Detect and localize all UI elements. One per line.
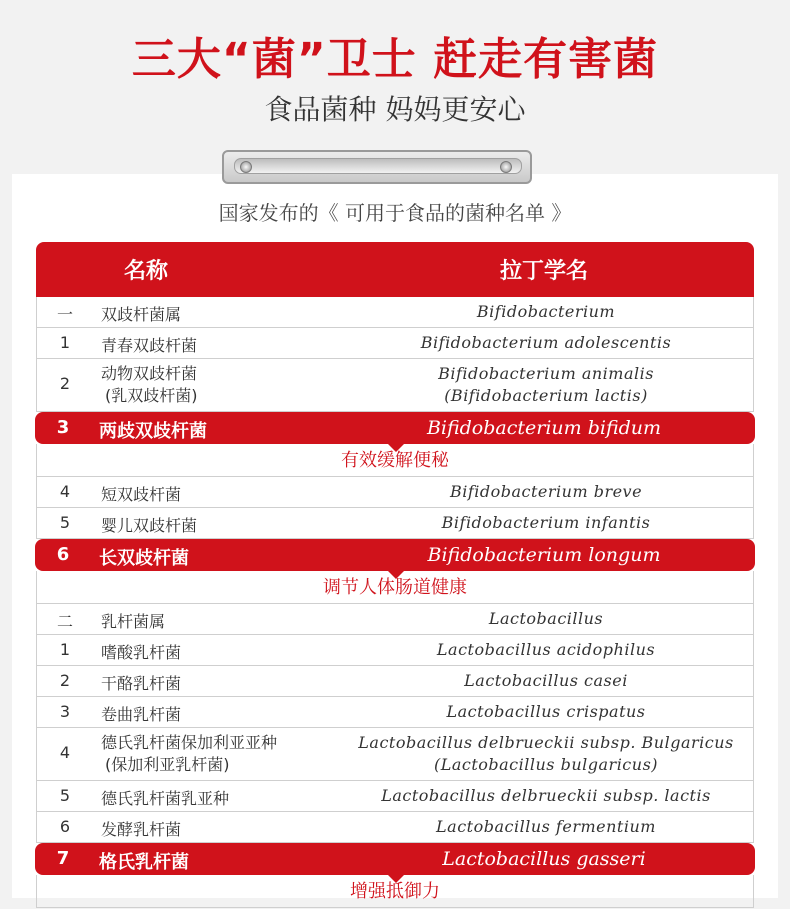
col-header-latin: 拉丁学名	[500, 259, 589, 284]
highlight-row	[35, 412, 755, 444]
chinese-alias: (乳双歧杆菌)	[105, 386, 198, 405]
latin-name: Lactobacillus delbrueckii subsp. lactis	[381, 786, 711, 805]
table-row	[36, 728, 754, 781]
row-number: 3	[59, 702, 71, 721]
clip-inner	[234, 158, 522, 174]
chinese-name: 动物双歧杆菌	[101, 364, 198, 383]
latin-alias: (Bifidobacterium lactis)	[444, 386, 648, 405]
benefit-note: 调节人体肠道健康	[36, 571, 754, 604]
latin-name: Lactobacillus gasseri	[442, 848, 646, 870]
row-number: 6	[59, 817, 71, 836]
latin-name: Bifidobacterium breve	[449, 482, 643, 501]
chinese-name-block	[101, 732, 321, 776]
table-row	[36, 508, 754, 539]
latin-name: Bifidobacterium longum	[427, 544, 661, 566]
table-row	[36, 666, 754, 697]
chinese-name: 乳杆菌属	[101, 612, 166, 631]
latin-name: Lactobacillus acidophilus	[436, 640, 656, 659]
table-row	[36, 697, 754, 728]
benefit-note: 增强抵御力	[36, 875, 754, 908]
row-number: 2	[59, 671, 71, 690]
chinese-name: 短双歧杆菌	[101, 485, 182, 504]
col-header-name: 名称	[124, 259, 169, 284]
chinese-name: 发酵乳杆菌	[101, 820, 182, 839]
highlight-row	[35, 843, 755, 875]
row-number: 6	[56, 544, 70, 565]
row-number: 1	[59, 333, 71, 352]
chinese-alias: (保加利亚乳杆菌)	[105, 755, 230, 774]
row-number: 一	[56, 305, 73, 324]
chinese-name: 两歧双歧杆菌	[99, 421, 207, 442]
card-title: 国家发布的《 可用于食品的菌种名单 》	[218, 201, 572, 225]
row-number: 1	[59, 640, 71, 659]
page-title: 三大“菌”卫士 赶走有害菌	[131, 34, 659, 85]
strain-table	[36, 242, 754, 908]
chinese-name: 青春双歧杆菌	[101, 336, 198, 355]
table-row	[36, 812, 754, 843]
latin-name-block	[327, 363, 765, 407]
latin-name: Lactobacillus crispatus	[446, 702, 646, 721]
page-subtitle: 食品菌种 妈妈更安心	[264, 93, 526, 126]
chinese-name: 卷曲乳杆菌	[101, 705, 182, 724]
latin-name: Bifidobacterium	[476, 302, 616, 321]
table-row	[36, 297, 754, 328]
table-row	[36, 781, 754, 812]
chinese-name: 格氏乳杆菌	[99, 852, 189, 873]
table-row	[36, 635, 754, 666]
chinese-name: 干酪乳杆菌	[101, 674, 182, 693]
latin-name: Lactobacillus delbrueckii subsp. Bulgaricus	[358, 733, 734, 752]
latin-name: Lactobacillus fermentium	[436, 817, 656, 836]
chinese-name: 德氏乳杆菌乳亚种	[101, 789, 230, 808]
latin-name: Lactobacillus casei	[464, 671, 628, 690]
latin-name: Bifidobacterium adolescentis	[420, 333, 672, 352]
row-number: 3	[56, 417, 70, 438]
chinese-name: 德氏乳杆菌保加利亚亚种	[101, 733, 278, 752]
clipboard-clip-icon	[222, 150, 530, 184]
table-row	[36, 477, 754, 508]
row-number: 7	[56, 848, 70, 869]
highlight-row	[35, 539, 755, 571]
table-row	[36, 328, 754, 359]
table-row	[36, 359, 754, 412]
chinese-name: 双歧杆菌属	[101, 305, 182, 324]
latin-name: Bifidobacterium infantis	[441, 513, 651, 532]
chinese-name: 嗜酸乳杆菌	[101, 643, 182, 662]
rivet-icon	[500, 161, 512, 173]
latin-name: Bifidobacterium animalis	[438, 364, 654, 383]
clip-bar	[222, 150, 532, 184]
row-number: 2	[59, 374, 71, 393]
chinese-name: 长双歧杆菌	[99, 548, 189, 569]
table-header	[36, 242, 754, 297]
chinese-name-block	[101, 363, 321, 407]
row-number: 4	[59, 743, 71, 762]
row-number: 5	[59, 786, 71, 805]
row-number: 5	[59, 513, 71, 532]
latin-name: Bifidobacterium bifidum	[426, 417, 662, 439]
benefit-note: 有效缓解便秘	[36, 444, 754, 477]
chinese-name: 婴儿双歧杆菌	[101, 516, 198, 535]
row-number: 4	[59, 482, 71, 501]
table-row	[36, 604, 754, 635]
latin-name: Lactobacillus	[488, 609, 604, 628]
latin-name-block	[327, 732, 765, 776]
rivet-icon	[240, 161, 252, 173]
row-number: 二	[56, 612, 73, 631]
latin-alias: (Lactobacillus bulgaricus)	[433, 755, 659, 774]
